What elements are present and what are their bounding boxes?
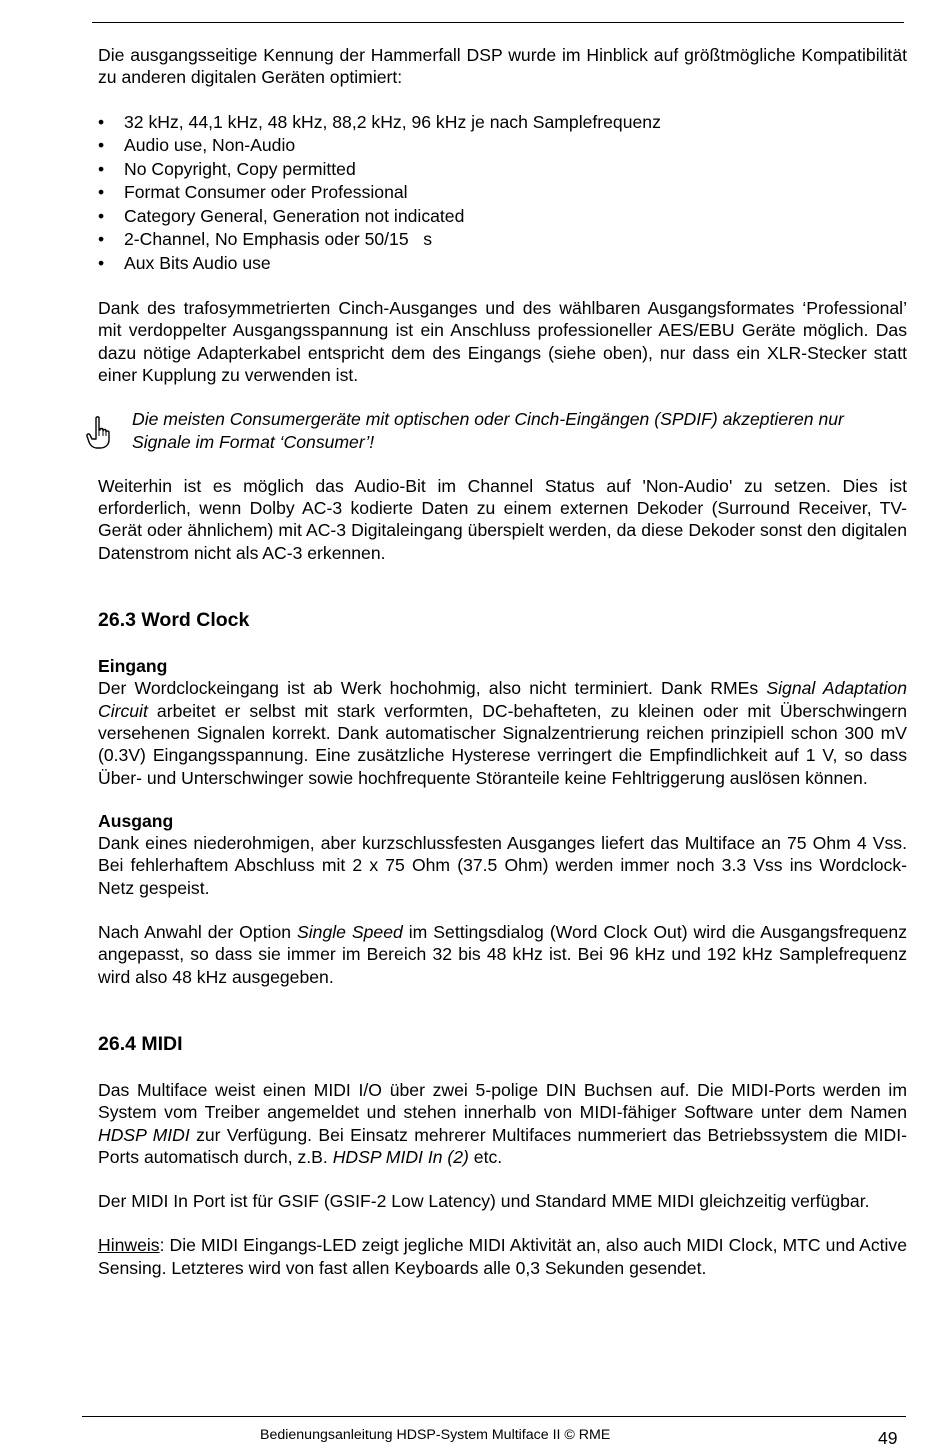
hint-label: Hinweis	[98, 1235, 160, 1256]
output-format-paragraph: Dank des trafosymmetrierten Cinch-Ausganges und des wählbaren Ausgangsformates ‘Professional’ mit verdoppelter Ausgangsspannung ist ein Anschluss professioneller AES/EBU Geräte möglich. Das dazu nötige Adapterkabel entspricht dem des Eingangs (siehe oben), nur dass ein XLR-Stecker statt einer Kupplung zu verwenden ist.	[98, 298, 907, 385]
single-speed-paragraph: Nach Anwahl der Option Single Speed im Settingsdialog (Word Clock Out) wird die Ausgangsfrequenz angepasst, so dass sie immer im Bereich 32 bis 48 kHz ist. Bei 96 kHz und 192 kHz Samplefrequenz wird also 48 kHz ausgegeben.	[98, 922, 908, 987]
bullet-icon: •	[98, 111, 105, 132]
bullet-icon: •	[98, 158, 105, 179]
bullet-icon: •	[98, 135, 105, 156]
section-heading-word-clock: 26.3 Word Clock	[98, 609, 250, 632]
midi-gsif-paragraph: Der MIDI In Port ist für GSIF (GSIF-2 Low Latency) und Standard MME MIDI gleichzeitig verfügbar.	[98, 1191, 870, 1212]
footer-rule	[82, 1416, 906, 1417]
list-item: • Aux Bits Audio use	[98, 252, 907, 276]
note-box	[98, 408, 907, 453]
intro-paragraph: Die ausgangsseitige Kennung der Hammerfall DSP wurde im Hinblick auf größtmögliche Kompatibilität zu anderen digitalen Geräten optimiert:	[98, 45, 907, 88]
wordclock-output-paragraph: Dank eines niederohmigen, aber kurzschlussfesten Ausganges liefert das Multiface an 75 Ohm 4 Vss. Bei fehlerhaftem Abschluss mit 2 x 75 Ohm (37.5 Ohm) werden immer noch 3.3 Vss ins Wordclock-Netz gespeist.	[98, 833, 907, 898]
section-heading-midi: 26.4 MIDI	[98, 1032, 183, 1055]
header-rule	[92, 22, 904, 23]
non-audio-paragraph: Weiterhin ist es möglich das Audio-Bit im Channel Status auf 'Non-Audio' zu setzen. Dies ist erforderlich, wenn Dolby AC-3 kodierte Daten zu einem externen Dekoder (Surround Receiver, TV-Gerät oder ähnlichem) mit AC-3 Digitaleingang überspielt werden, da diese Dekoder sonst den digitalen Datenstrom nicht als AC-3 erkennen.	[98, 475, 907, 563]
bullet-icon: •	[98, 252, 105, 273]
page-number: 49	[878, 1428, 898, 1448]
subheading-eingang: Eingang	[98, 656, 168, 677]
bullet-list	[98, 111, 907, 276]
bullet-icon: •	[98, 229, 105, 250]
list-item: • Format Consumer oder Professional	[98, 181, 907, 205]
footer-title: Bedienungsanleitung HDSP-System Multiface II © RME	[260, 1427, 611, 1443]
midi-paragraph: Das Multiface weist einen MIDI I/O über zwei 5-polige DIN Buchsen auf. Die MIDI-Ports werden im System vom Treiber angemeldet und stehen innerhalb von MIDI-fähiger Software unter dem Namen HDSP MIDI zur Verfügung. Bei Einsatz mehrerer Multifaces nummeriert das Betriebssystem die MIDI-Ports automatisch durch, z.B. HDSP MIDI In (2) etc.	[98, 1079, 907, 1167]
list-item: • No Copyright, Copy permitted	[98, 158, 907, 182]
list-item: • Audio use, Non-Audio	[98, 134, 907, 158]
midi-hint-paragraph: Hinweis: Die MIDI Eingangs-LED zeigt jegliche MIDI Aktivität an, also auch MIDI Clock, MTC und Active Sensing. Letzteres wird von fast allen Keyboards alle 0,3 Sekunden gesendet.	[98, 1235, 907, 1278]
pointing-hand-icon	[86, 416, 110, 450]
subheading-ausgang: Ausgang	[98, 810, 174, 831]
wordclock-input-paragraph: Der Wordclockeingang ist ab Werk hochohmig, also nicht terminiert. Dank RMEs Signal Adaptation Circuit arbeitet er selbst mit stark verformten, DC-behafteten, zu kleinen oder mit Überschwingern versehenen Signalen korrekt. Dank automatischer Signalzentrierung reichen prinzipiell schon 300 mV (0.3V) Eingangsspannung. Eine zusätzliche Hysterese verringert die Empfindlichkeit auf 1 V, so dass Über- und Unterschwinger sowie hochfrequente Störanteile keine Fehltriggerung auslösen können.	[98, 678, 907, 788]
bullet-icon: •	[98, 205, 105, 226]
note-text: Die meisten Consumergeräte mit optischen oder Cinch-Eingängen (SPDIF) akzeptieren nur Signale im Format ‘Consumer’!	[132, 409, 844, 452]
list-item: • 2-Channel, No Emphasis oder 50/15 s	[98, 228, 907, 252]
page-content	[98, 44, 907, 1279]
list-item: • 32 kHz, 44,1 kHz, 48 kHz, 88,2 kHz, 96 kHz je nach Samplefrequenz	[98, 111, 907, 135]
bullet-icon: •	[98, 182, 105, 203]
list-item: • Category General, Generation not indicated	[98, 205, 907, 229]
